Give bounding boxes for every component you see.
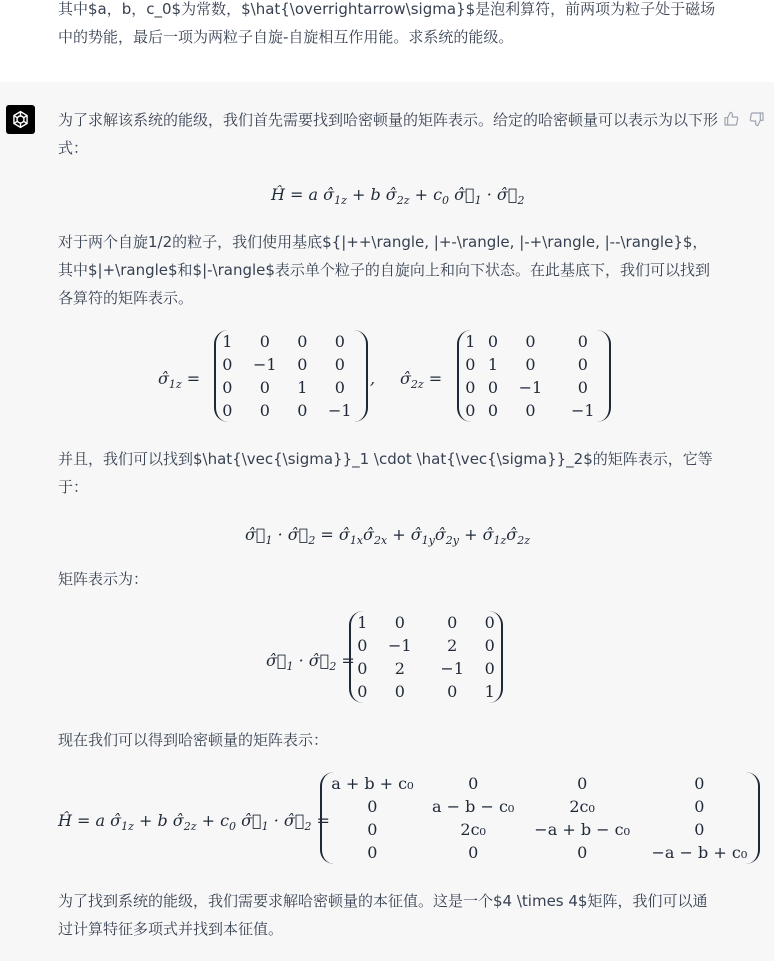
matrix-cell: 0 bbox=[525, 355, 536, 374]
matrix-cell: 0 bbox=[297, 401, 308, 420]
matrix-cell: 1 bbox=[357, 613, 368, 632]
matrix-row bbox=[216, 330, 366, 353]
matrix-cell: 0 bbox=[577, 378, 588, 397]
hamiltonian-equation: Ĥ = a $\sigmâ_{1z} + b$ $\sigmâ_{2z} + c_0$ $\sigmâ⃗_1$ · $\sigmâ⃗_2$ bbox=[271, 185, 525, 208]
matrix-cell: 0 bbox=[357, 682, 368, 701]
matrix-cell: −1 bbox=[571, 401, 595, 420]
matrix-cell: 0 bbox=[259, 401, 270, 420]
matrix-cell: 0 bbox=[222, 378, 233, 397]
hamiltonian-matrix-label: Ĥ = a $\sigmâ_{1z} + b$ $\sigmâ_{2z} + c_0$ $\sigmâ⃗_1$ · $\sigmâ⃗_2$ = bbox=[58, 811, 330, 834]
matrix-cell: 0 bbox=[577, 332, 588, 351]
sigma1z-matrix bbox=[214, 330, 368, 422]
matrix-cell: −1 bbox=[388, 636, 412, 655]
matrix-row bbox=[216, 399, 366, 422]
matrix-row bbox=[351, 611, 501, 634]
matrix-cell: 0 bbox=[222, 355, 233, 374]
matrix-cell: 0 bbox=[447, 682, 458, 701]
matrix-cell: 2c₀ bbox=[460, 820, 486, 839]
matrix-cell: 0 bbox=[357, 659, 368, 678]
matrix-cell: 0 bbox=[367, 843, 378, 862]
matrix-cell: 2c₀ bbox=[569, 797, 595, 816]
matrix-row bbox=[351, 634, 501, 657]
matrix-cell: 2 bbox=[394, 659, 405, 678]
thumbs-up-icon[interactable] bbox=[723, 108, 741, 126]
matrix-cell: 0 bbox=[222, 401, 233, 420]
matrix-cell: 0 bbox=[357, 636, 368, 655]
matrix-cell: −1 bbox=[518, 378, 543, 397]
matrix-cell: 0 bbox=[394, 682, 405, 701]
comma: , bbox=[370, 369, 376, 388]
matrix-cell: 0 bbox=[484, 659, 495, 678]
matrix-cell: 0 bbox=[334, 332, 345, 351]
matrix-cell: 0 bbox=[487, 401, 498, 420]
matrix-cell: 0 bbox=[577, 843, 588, 862]
matrix-cell: 0 bbox=[484, 613, 495, 632]
matrix-cell: 0 bbox=[259, 378, 270, 397]
matrix-cell: 0 bbox=[394, 613, 405, 632]
matrix-cell: −a − b + c₀ bbox=[651, 843, 748, 862]
thumbs-down-icon[interactable] bbox=[749, 108, 767, 126]
matrix-row bbox=[322, 772, 758, 795]
matrix-cell: −1 bbox=[440, 659, 464, 678]
matrix-row bbox=[459, 330, 609, 353]
sigma2z-matrix bbox=[457, 330, 611, 422]
assistant-paragraph: 对于两个自旋1/2的粒子，我们使用基底${|++\rangle, |+-\rangle, |-+\rangle, |--\rangle}$，其中$|+\rangle$和$|-\rangle$表示单个粒子的自旋向上和向下状态。在此基底下，我们可以找到各算符的矩阵表示。 bbox=[58, 233, 710, 307]
matrix-row bbox=[216, 376, 366, 399]
matrix-cell: a − b − c₀ bbox=[432, 797, 515, 816]
assistant-paragraph: 为了找到系统的能级，我们需要求解哈密顿量的本征值。这是一个$4 \times 4$矩阵，我们可以通过计算特征多项式并找到本征值。 bbox=[58, 892, 708, 938]
matrix-cell: 0 bbox=[334, 378, 345, 397]
matrix-cell: 0 bbox=[259, 332, 270, 351]
matrix-cell: 1 bbox=[484, 682, 495, 701]
matrix-cell: 0 bbox=[484, 636, 495, 655]
matrix-cell: 0 bbox=[334, 355, 345, 374]
dot-product-matrix bbox=[349, 611, 503, 703]
matrix-cell: 0 bbox=[297, 332, 308, 351]
matrix-cell: −1 bbox=[253, 355, 277, 374]
matrix-row bbox=[459, 399, 609, 422]
matrix-cell: 0 bbox=[367, 797, 378, 816]
sigma2z-label: $\sigmâ_{2z}$ = bbox=[400, 369, 443, 392]
matrix-cell: 0 bbox=[447, 613, 458, 632]
matrix-cell: 1 bbox=[487, 355, 498, 374]
matrix-cell: 0 bbox=[468, 774, 479, 793]
matrix-cell: −1 bbox=[328, 401, 352, 420]
matrix-cell: 1 bbox=[465, 332, 476, 351]
matrix-cell: 0 bbox=[487, 378, 498, 397]
matrix-cell: 0 bbox=[367, 820, 378, 839]
matrix-row bbox=[322, 841, 758, 864]
matrix-row bbox=[351, 680, 501, 703]
matrix-cell: 0 bbox=[577, 355, 588, 374]
sigma1z-label: $\sigmâ_{1z}$ = bbox=[158, 369, 201, 392]
matrix-row bbox=[459, 353, 609, 376]
assistant-paragraph: 并且，我们可以找到$\hat{\vec{\sigma}}_1 \cdot \hat{\vec{\sigma}}_2$的矩阵表示，它等于： bbox=[58, 450, 713, 496]
matrix-cell: 0 bbox=[468, 843, 479, 862]
matrix-cell: 0 bbox=[297, 355, 308, 374]
matrix-cell: 0 bbox=[694, 774, 705, 793]
matrix-row bbox=[216, 353, 366, 376]
matrix-cell: 1 bbox=[222, 332, 233, 351]
matrix-row bbox=[322, 795, 758, 818]
dot-matrix-label: $\sigmâ⃗_1$ · $\sigmâ⃗_2$ = bbox=[266, 651, 355, 674]
matrix-cell: 0 bbox=[465, 355, 476, 374]
matrix-cell: 0 bbox=[465, 378, 476, 397]
assistant-paragraph: 矩阵表示为： bbox=[58, 570, 149, 588]
matrix-cell: 0 bbox=[694, 820, 705, 839]
matrix-cell: a + b + c₀ bbox=[331, 774, 414, 793]
hamiltonian-matrix bbox=[320, 772, 760, 864]
matrix-cell: 2 bbox=[447, 636, 458, 655]
user-message-text: 其中$a，b，c_0$为常数，$\hat{\overrightarrow\sigma}$是泡利算符，前两项为粒子处于磁场中的势能，最后一项为两粒子自旋-自旋相互作用能。求系统的能级。 bbox=[58, 0, 716, 46]
user-message bbox=[0, 0, 774, 83]
matrix-row bbox=[351, 657, 501, 680]
matrix-cell: 0 bbox=[577, 774, 588, 793]
matrix-cell: 0 bbox=[465, 401, 476, 420]
matrix-cell: 0 bbox=[487, 332, 498, 351]
openai-logo-icon bbox=[6, 105, 35, 134]
matrix-cell: 0 bbox=[694, 797, 705, 816]
matrix-row bbox=[322, 818, 758, 841]
assistant-paragraph: 为了求解该系统的能级，我们首先需要找到哈密顿量的矩阵表示。给定的哈密顿量可以表示为以下形式： bbox=[58, 111, 719, 157]
matrix-cell: 0 bbox=[525, 401, 536, 420]
matrix-cell: −a + b − c₀ bbox=[534, 820, 631, 839]
dot-product-equation: $\sigmâ⃗_1$ · $\sigmâ⃗_2$ = $\sigmâ_{1x}\sigmâ_{2x}$ + $\sigmâ_{1y}\sigmâ_{2y}$ + $\sigmâ_{1z}\sigmâ_{2z}$ bbox=[245, 525, 531, 548]
matrix-row bbox=[459, 376, 609, 399]
matrix-cell: 0 bbox=[525, 332, 536, 351]
assistant-paragraph: 现在我们可以得到哈密顿量的矩阵表示： bbox=[58, 731, 329, 749]
matrix-cell: 1 bbox=[297, 378, 308, 397]
